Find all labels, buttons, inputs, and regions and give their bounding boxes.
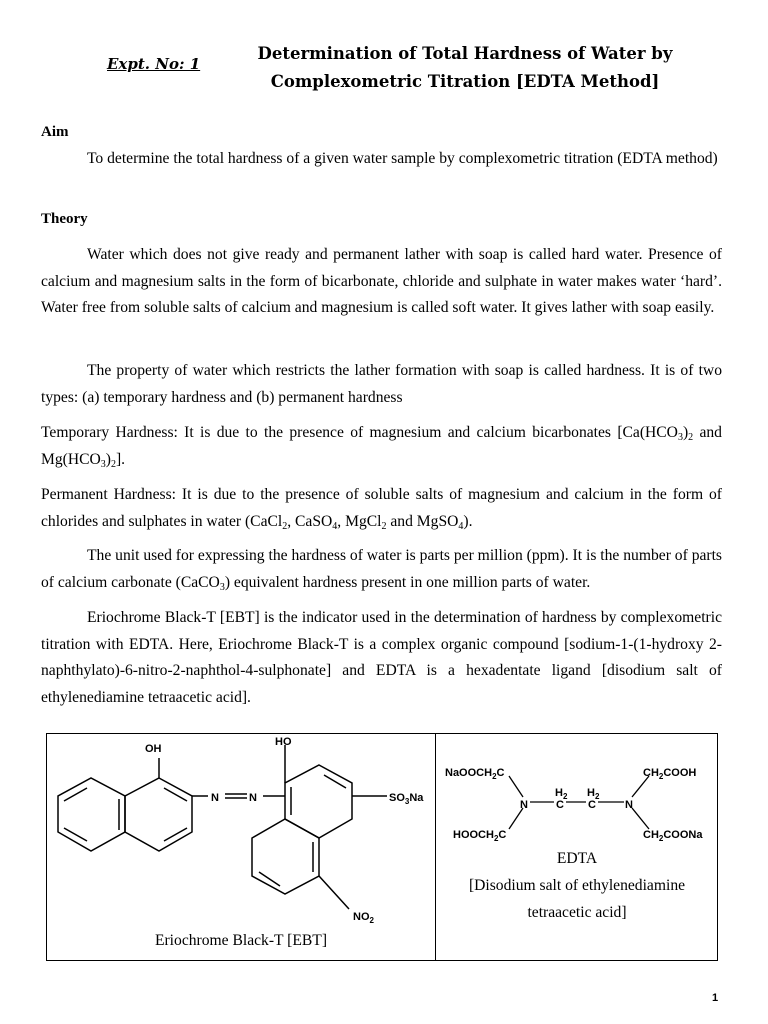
permanent-hardness-text: It is due to the presence of soluble salts of magnesium and calcium in the form of chlorides and sulphates in water [41, 486, 722, 530]
ebt-n1-label: N [211, 792, 219, 804]
ebt-caption: Eriochrome Black-T [EBT] [154, 932, 328, 949]
ebt-structure-diagram [47, 734, 435, 960]
edta-ch2coona-label: $CH_2COONa$ [643, 829, 703, 843]
page-title [230, 40, 700, 96]
theory-paragraph-ebt: Eriochrome Black-T [EBT] is the indicator used in the determination of hardness by complexometric titration with EDTA. Here, Eriochrome Black-T is a complex organic compound [sodium-1-(1-hydroxy 2-naphthylato)-6-nitro-2-naphthol-4-sulphonate] and EDTA is a hexadentate ligand [disodium salt of ethylenediamine tetraacetic acid]. [41, 609, 722, 706]
ebt-spacer-2 [319, 876, 352, 902]
ebt-no2-bond [319, 876, 349, 909]
theory-paragraph-ppm: The unit used for expressing the hardness of water is parts per million (ppm). It is the number of parts of calcium carbonate (CaCO$_3$) equivalent hardness present in one million parts of water. [41, 547, 722, 593]
permanent-hardness-label: Permanent Hardness: [41, 486, 176, 503]
edta-description-line-1: [Disodium salt of ethylenediamine [468, 877, 686, 894]
edta-caption: EDTA [556, 850, 598, 867]
ebt-no2-label: $NO_2$ [353, 911, 374, 925]
edta-c2-label: C [588, 799, 596, 811]
edta-bond-n-right-bottom [632, 808, 649, 829]
edta-c1-label: C [556, 799, 564, 811]
temporary-hardness-label: Temporary Hardness: [41, 424, 178, 441]
ebt-ho-label: HO [275, 736, 292, 748]
structures-figure [46, 733, 718, 961]
edta-bond-n-left-bottom [509, 808, 523, 829]
edta-n-left-label: N [520, 799, 528, 811]
edta-naoocch2c-label: NaOOCH$_2$C [445, 767, 505, 781]
edta-description-line-2: tetraacetic acid] [527, 904, 627, 921]
edta-structure-diagram [436, 734, 718, 844]
title-line-1: Determination of Total Hardness of Water by [257, 44, 673, 63]
theory-paragraph-hard-water: Water which does not give ready and permanent lather with soap is called hard water. Presence of calcium and magnesium salts in the form of bicarbonate, chloride and sulphate in water makes water ‘hard’. Water free from soluble salts of calcium and magnesium is called soft water. It gives lather with soap easily. [41, 246, 722, 317]
edta-h2b-label: $H_2$ [587, 787, 600, 801]
ebt-so3na-label: $SO_3Na$ [389, 792, 424, 806]
temporary-hardness-paragraph [41, 420, 722, 473]
aim-text: To determine the total hardness of a given water sample by complexometric titration (EDTA method) [87, 150, 718, 167]
ebt-left-naphthalene [58, 778, 192, 851]
temporary-hardness-formula: [$Ca(HCO_3)_2$ and $Mg(HCO_3)_2$]. [41, 424, 722, 470]
ebt-spacer-3 [285, 894, 352, 912]
permanent-hardness-formula: (CaCl$_2$, CaSO$_4$, MgCl$_2$ and MgSO$_4$). [244, 512, 473, 532]
edta-bond-n-left-top [509, 776, 523, 797]
ebt-n2-label: N [249, 792, 257, 804]
edta-ch2cooh-label: $CH_2COOH$ [643, 767, 697, 781]
ebt-oh-label: OH [145, 743, 162, 755]
edta-h2a-label: $H_2$ [555, 787, 568, 801]
page-number: 1 [712, 992, 719, 1004]
ebt-right-naphthalene [252, 765, 352, 894]
permanent-hardness-paragraph [41, 482, 722, 535]
edta-hoocch2c-label: $HOOCH_2C$ [453, 829, 507, 843]
edta-bond-n-right-top [632, 776, 649, 797]
theory-heading: Theory [41, 211, 88, 227]
experiment-number: Expt. No: 1 [107, 55, 201, 73]
title-line-2: Complexometric Titration [EDTA Method] [270, 72, 660, 91]
edta-n-right-label: N [625, 799, 633, 811]
theory-paragraph-hardness: The property of water which restricts the lather formation with soap is called hardness. It is of two types: (a) temporary hardness and (b) permanent hardness [41, 362, 722, 406]
aim-heading: Aim [41, 124, 69, 140]
temporary-hardness-text: It is due to the presence of magnesium and calcium bicarbonates [184, 424, 611, 441]
